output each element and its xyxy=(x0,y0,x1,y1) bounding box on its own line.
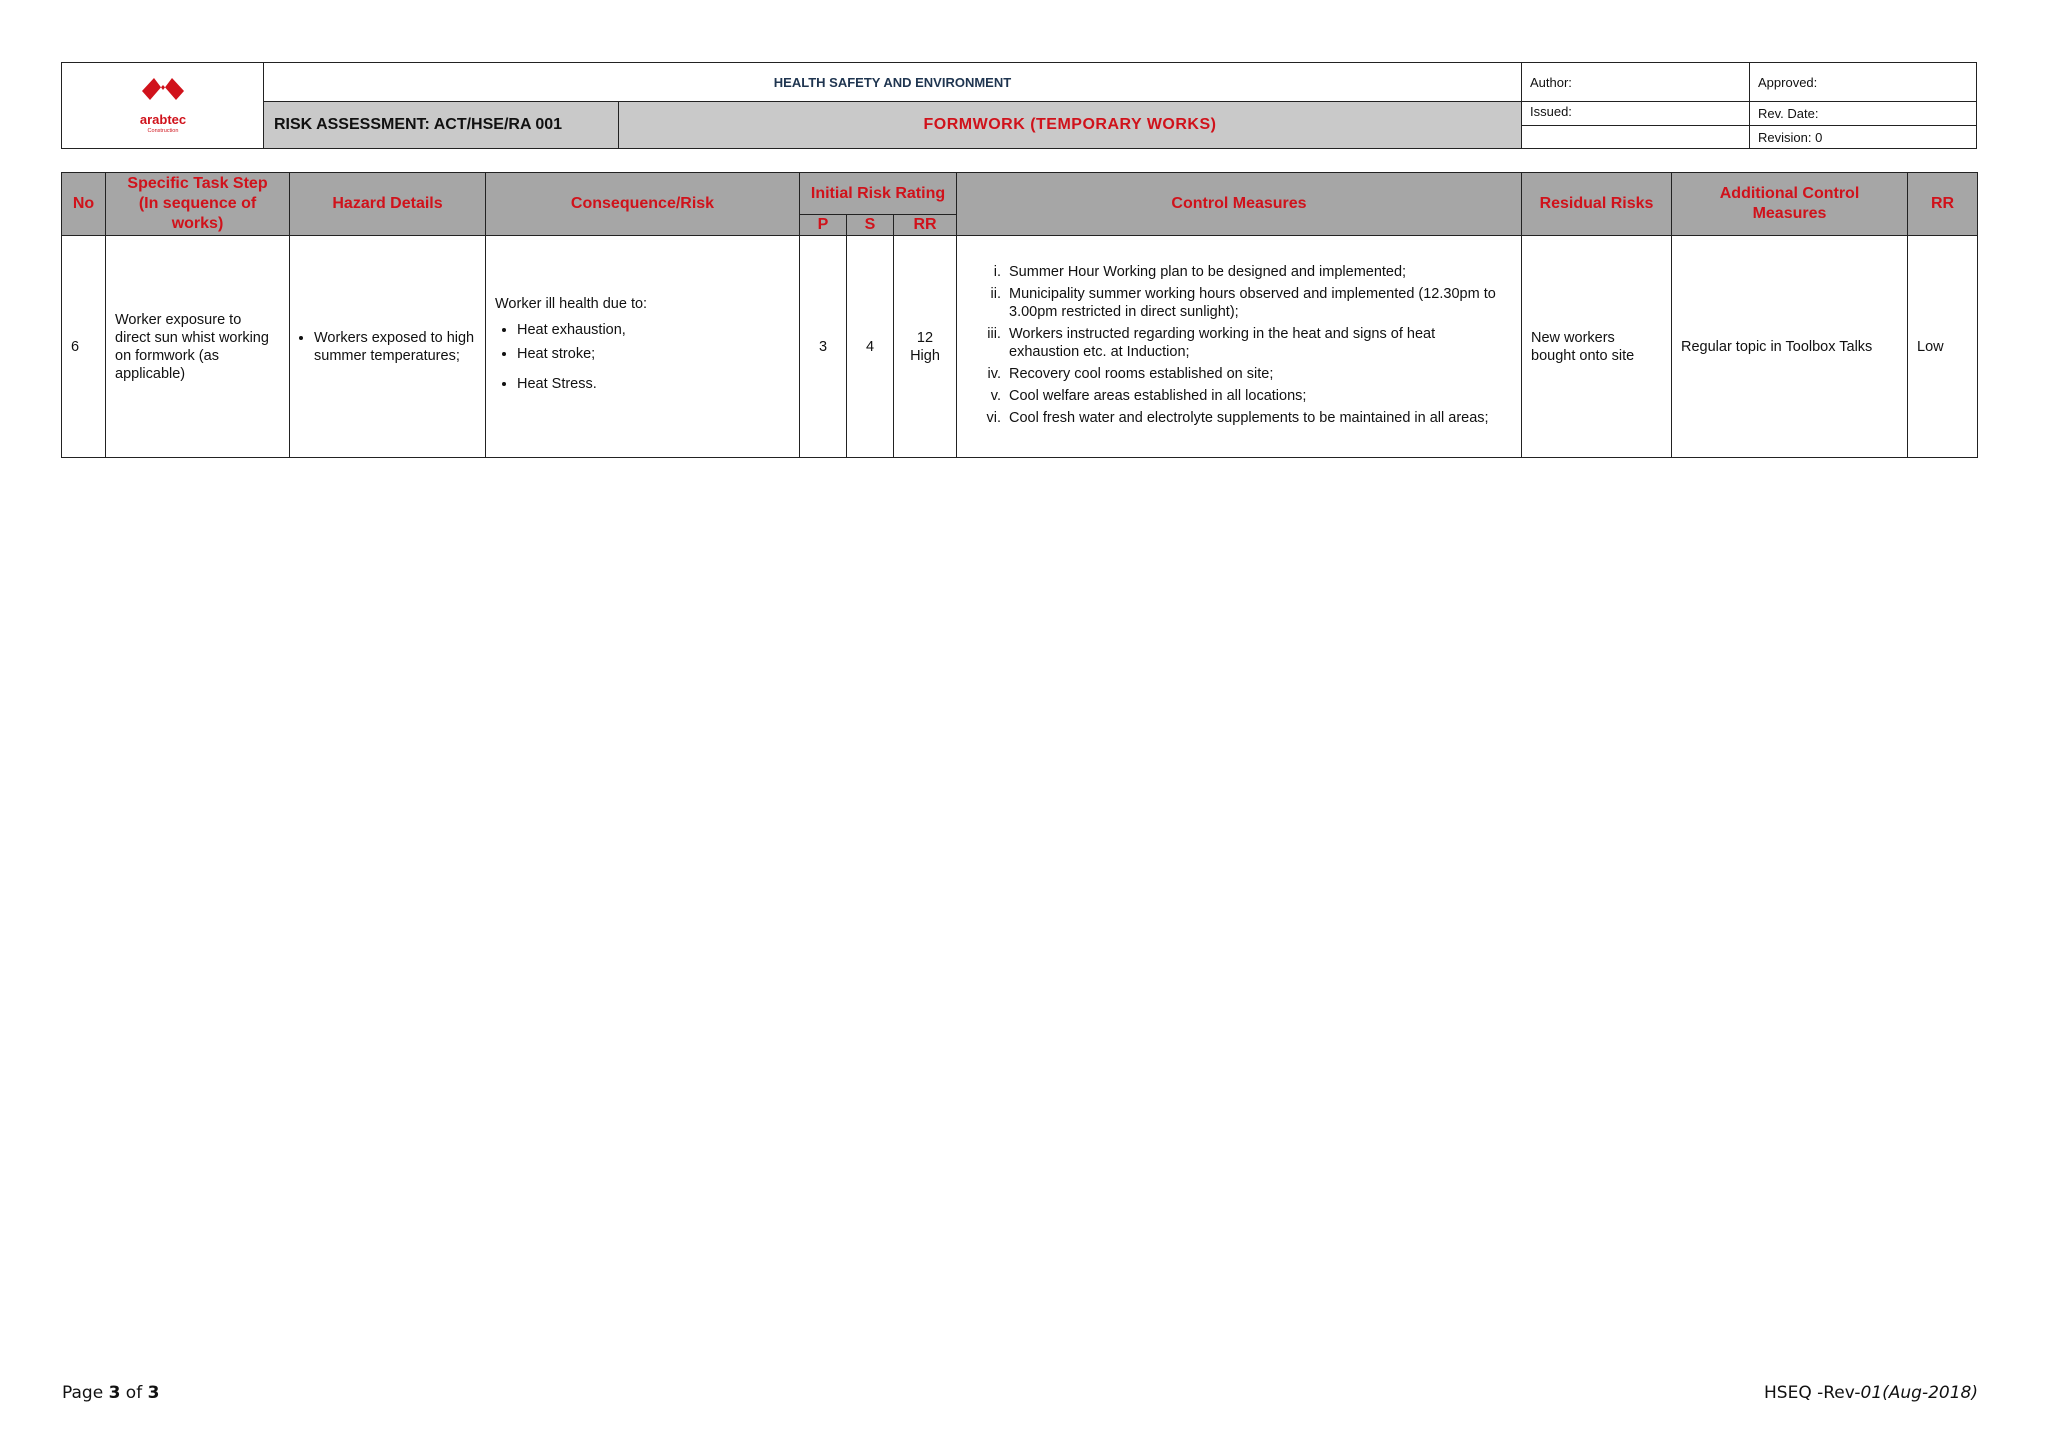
control-item: iv. Recovery cool rooms established on site; xyxy=(1005,365,1509,383)
page-current: 3 xyxy=(108,1383,121,1403)
cell-final-rr: Low xyxy=(1908,236,1978,458)
page-number xyxy=(62,1383,159,1403)
issued-value-cell xyxy=(1522,126,1750,148)
col-header-control: Control Measures xyxy=(957,173,1522,236)
logo-subtext: Construction xyxy=(147,128,179,134)
logo-cell xyxy=(62,63,264,148)
control-item: vi. Cool fresh water and electrolyte supplements to be maintained in all areas; xyxy=(1005,409,1509,427)
cell-hazard xyxy=(290,236,486,458)
consequence-item: • Heat Stress. xyxy=(517,375,790,393)
col-header-p: P xyxy=(800,215,847,236)
cell-additional: Regular topic in Toolbox Talks xyxy=(1672,236,1908,458)
col-header-residual: Residual Risks xyxy=(1522,173,1672,236)
consequence-item: • Heat stroke; xyxy=(517,345,790,363)
page-total: 3 xyxy=(147,1383,160,1403)
cell-consequence xyxy=(486,236,800,458)
document-header xyxy=(61,62,1977,149)
hazard-item: • Workers exposed to high summer temperatures; xyxy=(314,329,479,365)
page-prefix: Page xyxy=(62,1383,109,1403)
logo-text: arabtec xyxy=(139,112,187,127)
col-header-hazard: Hazard Details xyxy=(290,173,486,236)
rev-date-field: Rev. Date: xyxy=(1750,102,1976,126)
department-title: HEALTH SAFETY AND ENVIRONMENT xyxy=(264,63,1522,102)
cell-s: 4 xyxy=(847,236,894,458)
control-list xyxy=(957,263,1509,427)
cell-no: 6 xyxy=(62,236,106,458)
company-logo xyxy=(62,63,264,148)
consequence-item: • Heat exhaustion, xyxy=(517,321,790,339)
col-header-consequence: Consequence/Risk xyxy=(486,173,800,236)
control-item: v. Cool welfare areas established in all locations; xyxy=(1005,387,1509,405)
author-field: Author: xyxy=(1522,63,1750,102)
cell-residual: New workers bought onto site xyxy=(1522,236,1672,458)
control-item: ii. Municipality summer working hours observed and implemented (12.30pm to 3.00pm restricted in direct sunlight); xyxy=(1005,285,1509,321)
risk-assessment-ref: RISK ASSESSMENT: ACT/HSE/RA 001 xyxy=(264,102,619,148)
doc-rev: 01(Aug-2018) xyxy=(1860,1383,1978,1403)
col-header-rr: RR xyxy=(894,215,957,236)
col-header-additional: Additional Control Measures xyxy=(1672,173,1908,236)
col-header-initial-risk: Initial Risk Rating xyxy=(800,173,957,215)
control-item: iii. Workers instructed regarding working in the heat and signs of heat exhaustion etc. at Induction; xyxy=(1005,325,1509,361)
col-header-final-rr: RR xyxy=(1908,173,1978,236)
cell-p: 3 xyxy=(800,236,847,458)
cell-rr xyxy=(894,236,957,458)
consequence-intro: Worker ill health due to: xyxy=(495,295,648,312)
issued-field: Issued: xyxy=(1522,102,1750,126)
page-mid: of xyxy=(120,1383,148,1403)
control-item: i. Summer Hour Working plan to be designed and implemented; xyxy=(1005,263,1509,281)
activity-title: FORMWORK (TEMPORARY WORKS) xyxy=(619,102,1522,148)
document-code xyxy=(1764,1383,1978,1403)
doc-code: HSEQ -Rev- xyxy=(1764,1383,1861,1403)
revision-field: Revision: 0 xyxy=(1758,129,1823,145)
rr-value: 12 xyxy=(916,329,934,346)
table-row xyxy=(62,236,1978,458)
col-header-task: Specific Task Step (In sequence of works) xyxy=(106,173,290,236)
approved-field: Approved: xyxy=(1750,63,1976,102)
cell-control xyxy=(957,236,1522,458)
cell-task: Worker exposure to direct sun whist working on formwork (as applicable) xyxy=(106,236,290,458)
risk-assessment-table xyxy=(61,172,1978,458)
col-header-no: No xyxy=(62,173,106,236)
col-header-s: S xyxy=(847,215,894,236)
rr-level: High xyxy=(910,347,940,364)
